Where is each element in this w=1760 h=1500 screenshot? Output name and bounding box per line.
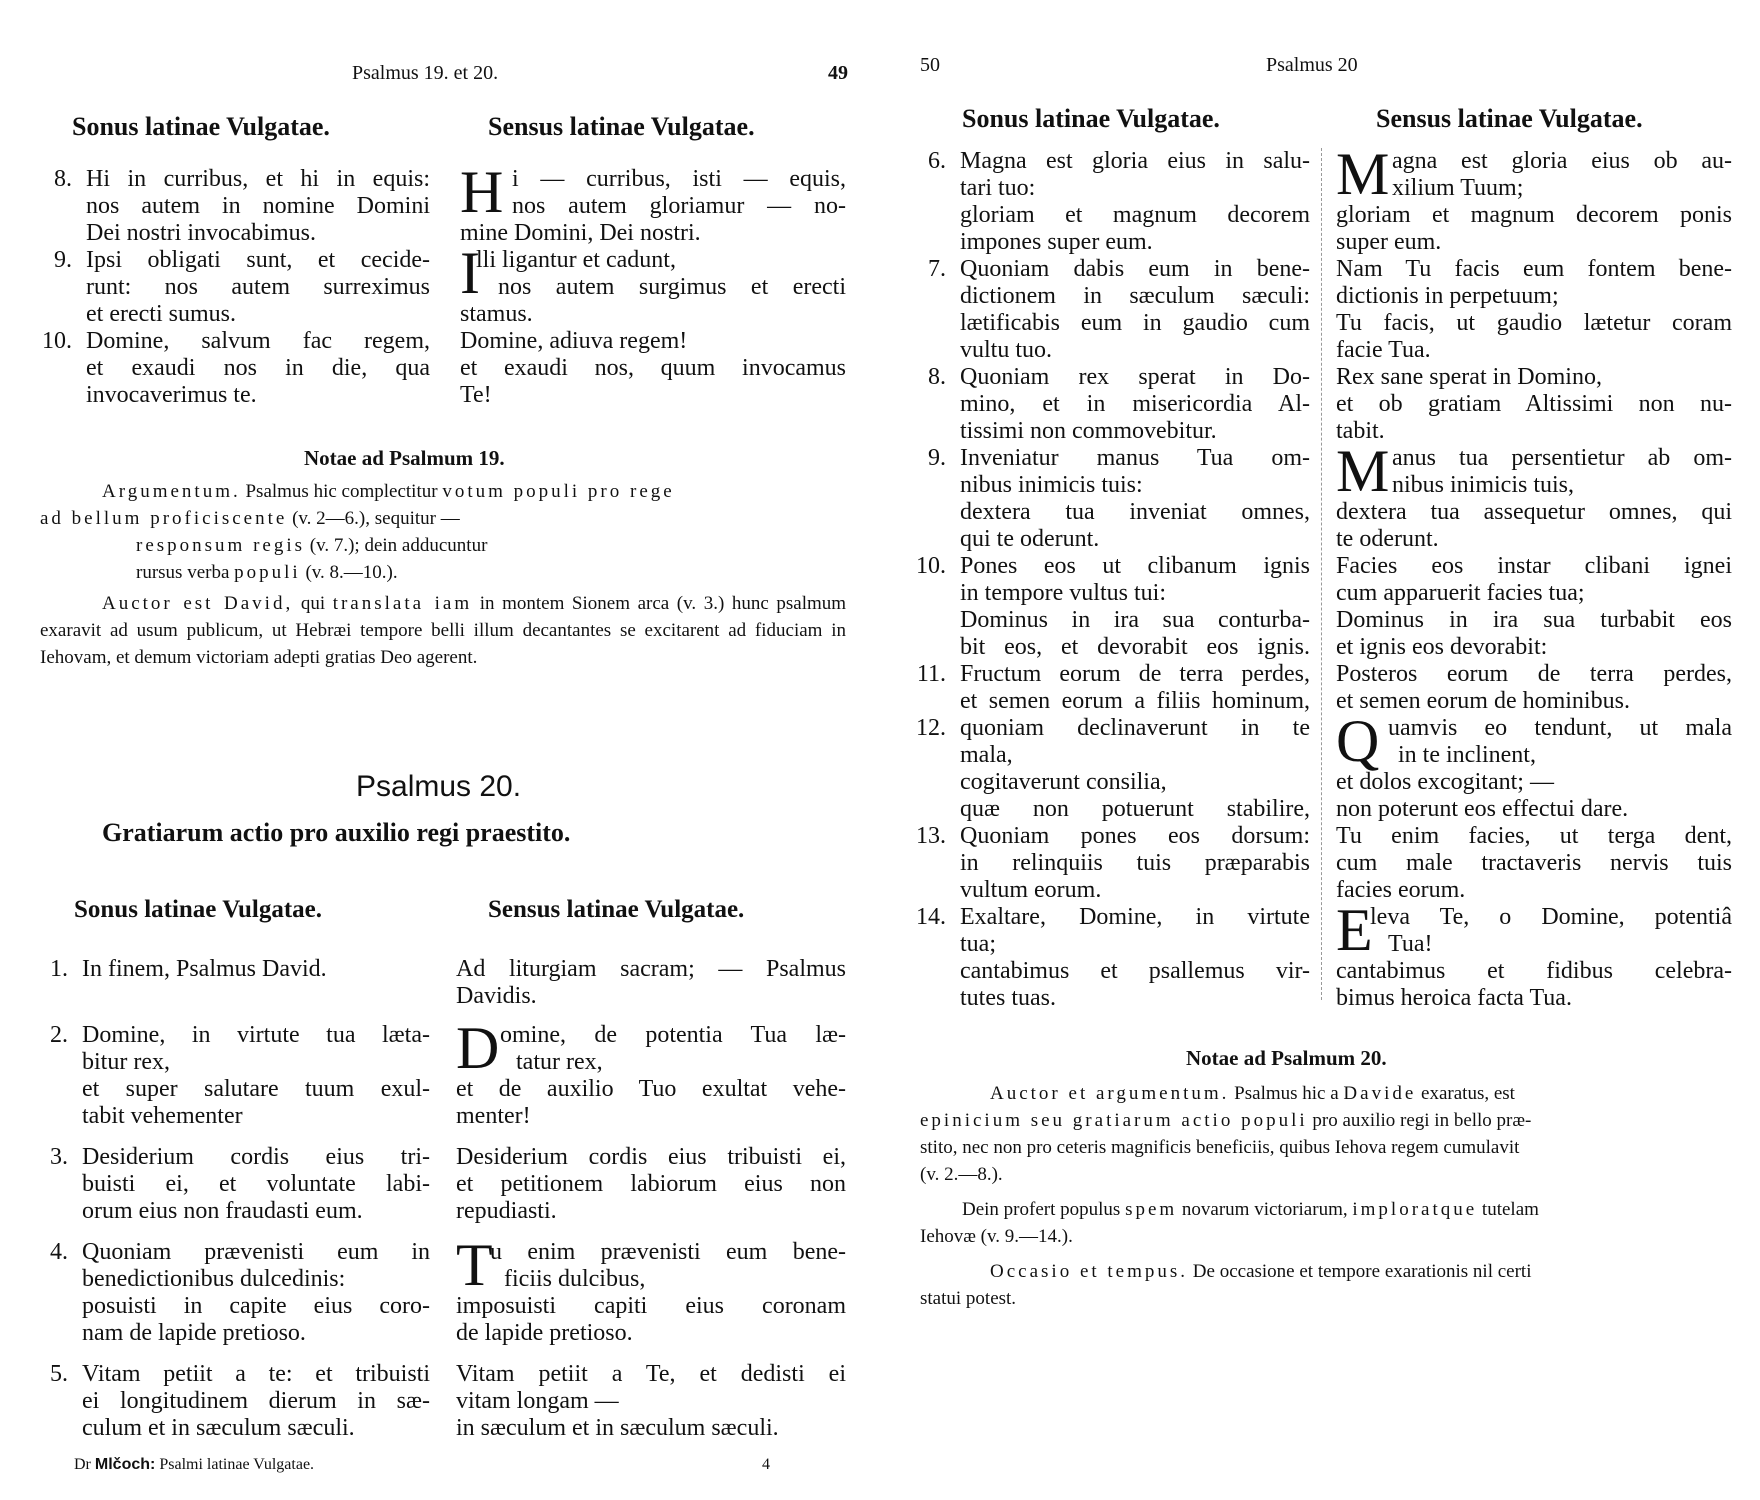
verse-line: nibus inimicis tuis,: [1392, 472, 1575, 498]
verse-number: 10.: [42, 328, 72, 354]
verse: [40, 1144, 430, 1239]
verse-line: mine Domini, Dei nostri.: [460, 220, 701, 246]
verse: [40, 247, 430, 328]
verse-line: Tu enim facies, ut terga dent,: [1336, 823, 1732, 849]
running-head: Psalmus 20: [1266, 54, 1358, 76]
verse-line: cum apparuerit facies tua;: [1336, 580, 1585, 606]
verse-line: bit eos, et devorabit eos ignis.: [960, 634, 1310, 660]
note-line: statui potest.: [920, 1288, 1017, 1309]
verse-number: 13.: [916, 823, 946, 849]
note-line: Occasio et tempus. De occasione et tempore exarationis nil certi: [990, 1261, 1532, 1282]
ps19-sensus-column: [460, 159, 846, 409]
verse-line: bitur rex,: [82, 1049, 170, 1075]
verse-number: 3.: [50, 1144, 68, 1170]
column-heading-sensus: Sensus latinae Vulgatae.: [1376, 104, 1643, 133]
verse-line: u enim prævenisti eum bene-: [490, 1239, 846, 1265]
note-line: Argumentum. Psalmus hic complectitur votum populi pro rege: [102, 481, 675, 502]
note-line: (v. 2.—8.).: [920, 1164, 1003, 1185]
verse-line: benedictionibus dulcedinis:: [82, 1266, 346, 1292]
verse-line: tissimi non commovebitur.: [960, 418, 1217, 444]
verse-line: cum male tractaveris nervis tuis: [1336, 850, 1732, 876]
verse: [1336, 661, 1732, 715]
verse-line: lætificabis eum in gaudio cum: [960, 310, 1310, 336]
verse-line: Te!: [460, 382, 492, 408]
verse: [910, 553, 1310, 661]
verse-line: Davidis.: [456, 983, 537, 1009]
verse: [40, 328, 430, 409]
sensus-column: [1336, 141, 1732, 1012]
verse-line: orum eius non fraudasti eum.: [82, 1198, 363, 1224]
verse-line: Domine, in virtute tua læta-: [82, 1022, 430, 1048]
verse: [1336, 364, 1732, 445]
verse: [1336, 897, 1732, 1012]
verse-line: Posteros eorum de terra perdes,: [1336, 661, 1732, 687]
verse-line: agna est gloria eius ob au-: [1392, 148, 1732, 174]
verse-number: 1.: [50, 956, 68, 982]
note-line: rursus verba populi (v. 8.—10.).: [136, 562, 398, 583]
verse-line: Nam Tu facis eum fontem bene-: [1336, 256, 1732, 282]
verse-line: anus tua persentietur ab om-: [1392, 445, 1732, 471]
page-number: 49: [828, 62, 848, 84]
verse-line: quæ non potuerunt stabilire,: [960, 796, 1310, 822]
verse: [910, 148, 1310, 256]
verse-line: nos autem in nomine Domini: [86, 193, 430, 219]
verse-line: in te inclinent,: [1398, 742, 1536, 768]
verse-line: in tempore vultus tui:: [960, 580, 1166, 606]
verse-line: runt: nos autem surreximus: [86, 274, 430, 300]
note-line: epinicium seu gratiarum actio populi pro auxilio regi in bello præ-: [920, 1110, 1532, 1131]
verse-line: cantabimus et fidibus celebra-: [1336, 958, 1732, 984]
verse-line: dictionem in sæculum sæculi:: [960, 283, 1310, 309]
notes-19-body: [40, 478, 846, 671]
verse-line: dictionis in perpetuum;: [1336, 283, 1559, 309]
verse-line: Inveniatur manus Tua om-: [960, 445, 1310, 471]
initial-letter: H: [460, 159, 504, 225]
verse-line: Rex sane sperat in Domino,: [1336, 364, 1602, 390]
verse-line: non poterunt eos effectui dare.: [1336, 796, 1629, 822]
verse-line: mino, et in misericordia Al-: [960, 391, 1310, 417]
verse: [910, 904, 1310, 1012]
verse-line: et exaudi nos, quum invocamus: [460, 355, 846, 381]
psalm-title: Psalmus 20.: [356, 770, 522, 803]
ps19-sonus-column: [40, 166, 430, 409]
verse-line: Quoniam rex sperat in Do-: [960, 364, 1310, 390]
notes-heading: Notae ad Psalmum 20.: [1186, 1046, 1387, 1070]
verse-line: super eum.: [1336, 229, 1442, 255]
verse-line: Dominus in ira sua conturba-: [960, 607, 1310, 633]
verse-line: vitam longam —: [456, 1388, 619, 1414]
verse-line: Desiderium cordis eius tribuisti ei,: [456, 1144, 846, 1170]
verse-line: In finem, Psalmus David.: [82, 956, 327, 982]
verse-line: tatur rex,: [516, 1049, 603, 1075]
verse-line: dextera tua inveniat omnes,: [960, 499, 1310, 525]
verse-line: Desiderium cordis eius tri-: [82, 1144, 430, 1170]
column-heading-sensus: Sensus latinae Vulgatae.: [488, 896, 745, 923]
verse-number: 2.: [50, 1022, 68, 1048]
verse-line: et erecti sumus.: [86, 301, 236, 327]
verse-line: dextera tua assequetur omnes, qui: [1336, 499, 1732, 525]
verse-number: 6.: [928, 148, 946, 174]
verse-line: Quoniam prævenisti eum in: [82, 1239, 430, 1265]
verse-line: Tu facis, ut gaudio lætetur coram: [1336, 310, 1732, 336]
verse-line: bimus heroica facta Tua.: [1336, 985, 1572, 1011]
verse-line: et semen eorum a filiis hominum,: [960, 688, 1310, 714]
verse-line: tutes tuas.: [960, 985, 1056, 1011]
right-page: [880, 0, 1760, 1500]
page-number: 50: [920, 54, 940, 76]
verse-line: Quoniam dabis eum in bene-: [960, 256, 1310, 282]
footer-author-prefix: Dr: [74, 1456, 91, 1473]
initial-letter: T: [456, 1232, 493, 1298]
verse: [1336, 256, 1732, 364]
verse: [910, 364, 1310, 445]
initial-letter: E: [1336, 897, 1373, 963]
verse-line: cantabimus et psallemus vir-: [960, 958, 1310, 984]
verse: [456, 1015, 846, 1144]
verse-line: de lapide pretioso.: [456, 1320, 633, 1346]
verse-line: buisti ei, et voluntate labi-: [82, 1171, 430, 1197]
verse: [910, 661, 1310, 715]
verse: [456, 1232, 846, 1361]
verse-line: vultu tuo.: [960, 337, 1053, 363]
verse-line: tari tuo:: [960, 175, 1036, 201]
verse-line: Facies eos instar clibani ignei: [1336, 553, 1732, 579]
running-head: Psalmus 19. et 20.: [352, 62, 499, 84]
verse-line: et super salutare tuum exul-: [82, 1076, 430, 1102]
initial-letter: M: [1336, 141, 1390, 207]
verse-line: te oderunt.: [1336, 526, 1439, 552]
verse-line: invocaverimus te.: [86, 382, 257, 408]
column-heading-sonus: Sonus latinae Vulgatae.: [72, 112, 330, 141]
verse-line: in relinquiis tuis præparabis: [960, 850, 1310, 876]
verse-line: repudiasti.: [456, 1198, 557, 1224]
verse-line: Ipsi obligati sunt, et cecide-: [86, 247, 430, 273]
verse-line: vultum eorum.: [960, 877, 1102, 903]
verse-line: Exaltare, Domine, in virtute: [960, 904, 1310, 930]
verse: [460, 328, 846, 409]
footer-book-title: Psalmi latinae Vulgatae.: [159, 1456, 315, 1473]
verse-line: Hi in curribus, et hi in equis:: [86, 166, 430, 192]
verse-line: impones super eum.: [960, 229, 1153, 255]
verse: [1336, 708, 1732, 823]
verse-number: 10.: [916, 553, 946, 579]
note-line: Auctor et argumentum. Psalmus hic a Davide exaratus, est: [990, 1083, 1515, 1104]
verse-line: Dei nostri invocabimus.: [86, 220, 316, 246]
initial-letter: I: [460, 240, 480, 306]
verse-line: gloriam et magnum decorem ponis: [1336, 202, 1732, 228]
page-footer: [74, 1456, 314, 1474]
initial-letter: Q: [1336, 708, 1380, 774]
verse-number: 9.: [928, 445, 946, 471]
notes-heading: Notae ad Psalmum 19.: [304, 446, 505, 470]
verse-line: menter!: [456, 1103, 531, 1129]
verse-line: xilium Tuum;: [1392, 175, 1524, 201]
verse-line: ficiis dulcibus,: [504, 1266, 646, 1292]
verse-line: ei longitudinem dierum in sæ-: [82, 1388, 430, 1414]
verse-line: Ad liturgiam sacram; — Psalmus: [456, 956, 846, 982]
verse-line: Dominus in ira sua turbabit eos: [1336, 607, 1732, 633]
verse-line: nos autem gloriamur — no-: [512, 193, 846, 219]
verse-line: qui te oderunt.: [960, 526, 1100, 552]
verse: [460, 240, 846, 328]
verse-line: Domine, salvum fac regem,: [86, 328, 430, 354]
verse: [1336, 823, 1732, 904]
verse-line: imposuisti capiti eius coronam: [456, 1293, 846, 1319]
verse: [456, 1144, 846, 1239]
verse-line: et semen eorum de hominibus.: [1336, 688, 1630, 714]
verse-line: et petitionem labiorum eius non: [456, 1171, 846, 1197]
footer-signature: 4: [762, 1456, 770, 1473]
verse-number: 14.: [916, 904, 946, 930]
verse-number: 11.: [916, 661, 946, 687]
footer-author-name: Mlčoch:: [94, 1456, 156, 1473]
note-line: responsum regis (v. 7.); dein adducuntur: [136, 535, 488, 556]
verse-line: posuisti in capite eius coro-: [82, 1293, 430, 1319]
verse-number: 9.: [54, 247, 72, 273]
verse-line: cogitaverunt consilia,: [960, 769, 1167, 795]
notes-20-body: [920, 1080, 1732, 1312]
note-line: Iehovæ (v. 9.—14.).: [920, 1226, 1073, 1247]
verse: [40, 1022, 430, 1144]
sonus-column: [910, 148, 1310, 1012]
verse-line: in sæculum et in sæculum sæculi.: [456, 1415, 779, 1441]
ps20-sonus-column: [40, 956, 430, 1442]
verse: [910, 823, 1310, 904]
psalm-subtitle: Gratiarum actio pro auxilio regi praestito.: [102, 818, 571, 847]
verse-line: nibus inimicis tuis:: [960, 472, 1143, 498]
verse: [1336, 438, 1732, 553]
verse-line: Magna est gloria eius in salu-: [960, 148, 1310, 174]
verse: [910, 715, 1310, 823]
verse: [40, 1361, 430, 1442]
verse-line: mala,: [960, 742, 1013, 768]
ps20-sensus-column: [456, 956, 846, 1442]
verse-line: et ignis eos devorabit:: [1336, 634, 1548, 660]
verse: [40, 166, 430, 247]
verse-line: tabit vehementer: [82, 1103, 243, 1129]
verse-number: 8.: [928, 364, 946, 390]
verse-line: omine, de potentia Tua læ-: [500, 1022, 846, 1048]
verse-line: i — curribus, isti — equis,: [512, 166, 846, 192]
column-heading-sonus: Sonus latinae Vulgatae.: [962, 104, 1220, 133]
note-line: Dein profert populus spem novarum victoriarum, imploratque tutelam: [962, 1199, 1539, 1220]
verse-number: 4.: [50, 1239, 68, 1265]
verse: [460, 159, 846, 247]
verse-line: et de auxilio Tuo exultat vehe-: [456, 1076, 846, 1102]
verse-line: tua;: [960, 931, 996, 957]
verse-number: 8.: [54, 166, 72, 192]
verse-line: facies eorum.: [1336, 877, 1466, 903]
verse-line: stamus.: [460, 301, 533, 327]
verse-line: quoniam declinaverunt in te: [960, 715, 1310, 741]
verse: [910, 445, 1310, 553]
verse-line: nam de lapide pretioso.: [82, 1320, 306, 1346]
verse-line: facie Tua.: [1336, 337, 1431, 363]
note-line: ad bellum proficiscente (v. 2—6.), sequitur —: [40, 508, 460, 529]
verse-line: Domine, adiuva regem!: [460, 328, 688, 354]
verse-line: gloriam et magnum decorem: [960, 202, 1310, 228]
verse: [40, 1239, 430, 1361]
verse-line: Pones eos ut clibanum ignis: [960, 553, 1310, 579]
verse-line: nos autem surgimus et erecti: [498, 274, 846, 300]
verse-line: Vitam petiit a te: et tribuisti: [82, 1361, 430, 1387]
verse-line: Fructum eorum de terra perdes,: [960, 661, 1310, 687]
verse: [40, 956, 430, 1022]
verse-line: lli ligantur et cadunt,: [476, 247, 676, 273]
note-paragraph: Auctor est David, qui translata iam in montem Sionem arca (v. 3.) hunc psalmum exaravit ad usum publicum, ut Hebræi tempore belli illum decantantes se excitarent ad fiduciam in Iehovam, et demum victoriam adepti gratias Deo agerent.: [40, 593, 847, 668]
verse-line: uamvis eo tendunt, ut mala: [1388, 715, 1732, 741]
verse-line: et exaudi nos in die, qua: [86, 355, 430, 381]
verse-line: tabit.: [1336, 418, 1385, 444]
verse: [910, 256, 1310, 364]
verse-line: Vitam petiit a Te, et dedisti ei: [456, 1361, 846, 1387]
verse: [456, 1361, 846, 1442]
verse-line: et ob gratiam Altissimi non nu-: [1336, 391, 1732, 417]
verse-line: Tua!: [1388, 931, 1433, 957]
verse-line: et dolos excogitant; —: [1336, 769, 1554, 795]
column-divider: [1321, 148, 1322, 1000]
verse-line: Quoniam pones eos dorsum:: [960, 823, 1310, 849]
initial-letter: D: [456, 1015, 500, 1081]
verse-line: culum et in sæculum sæculi.: [82, 1415, 355, 1441]
verse-number: 12.: [916, 715, 946, 741]
note-line: stito, nec non pro ceteris magnificis beneficiis, quibus Iehova regem cumulavit: [920, 1137, 1520, 1158]
verse: [1336, 553, 1732, 661]
column-heading-sensus: Sensus latinae Vulgatae.: [488, 112, 755, 141]
verse: [456, 956, 846, 1022]
verse: [1336, 141, 1732, 256]
verse-number: 5.: [50, 1361, 68, 1387]
column-heading-sonus: Sonus latinae Vulgatae.: [74, 896, 322, 923]
initial-letter: M: [1336, 438, 1390, 504]
verse-number: 7.: [928, 256, 946, 282]
verse-line: leva Te, o Domine, potentiâ: [1370, 904, 1732, 930]
